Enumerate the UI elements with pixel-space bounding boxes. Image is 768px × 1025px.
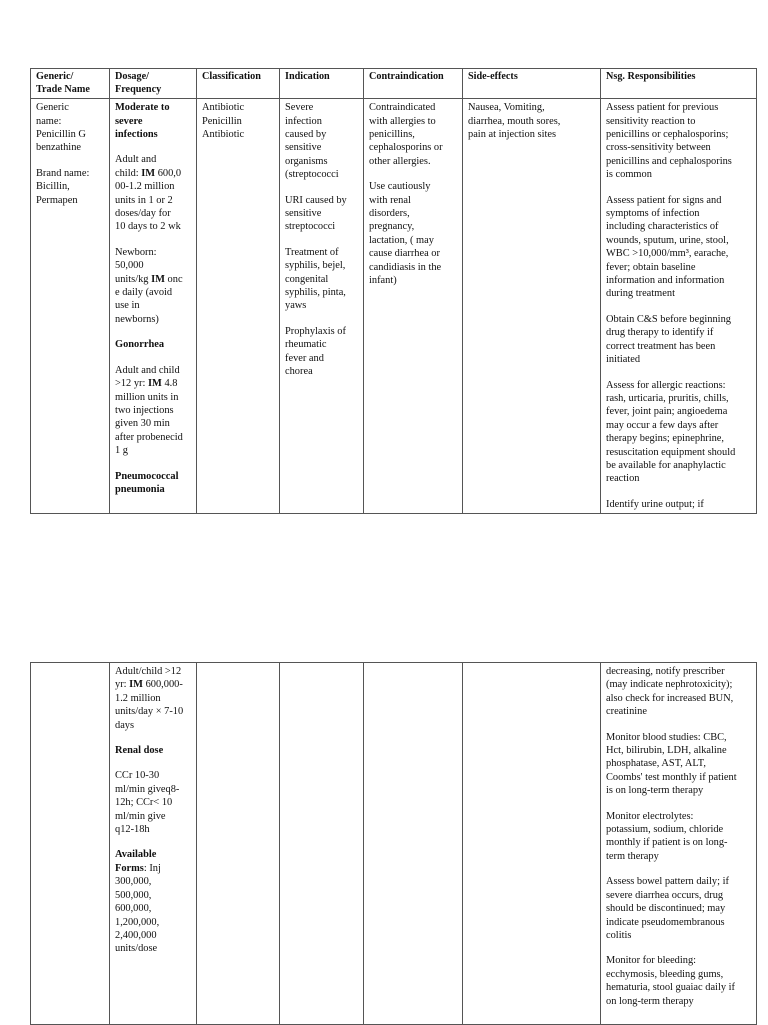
header-generic: Generic/ Trade Name: [31, 69, 110, 99]
cell-paragraph: Monitor blood studies: CBC, Hct, bilirubin, LDH, alkaline phosphatase, AST, ALT, Coombs' test monthly if patient is on long-term therapy: [606, 731, 737, 797]
dosage-cell-continued: [110, 663, 197, 1025]
header-dosage: Dosage/ Frequency: [110, 69, 197, 99]
cell-paragraph: URI caused by sensitive streptococci: [285, 194, 347, 233]
cell-paragraph: Severe infection caused by sensitive organisms (streptococci: [285, 102, 339, 181]
cell-paragraph: Pneumococcal pneumonia: [115, 470, 179, 495]
generic-cell: [31, 99, 110, 514]
cell-paragraph: Renal dose: [115, 745, 164, 757]
text-run: 4.8 million units in two injections given 30 min after probenecid 1 g: [115, 378, 183, 457]
cell-paragraph: Obtain C&S before beginning drug therapy to identify if correct treatment has been initiated: [606, 313, 731, 366]
text-run: Adult/child >12 yr:: [115, 666, 182, 691]
indication-cell: [280, 99, 364, 514]
cell-paragraph: Moderate to severe infections: [115, 102, 170, 140]
cell-paragraph: Monitor electrolytes: potassium, sodium, chloride monthly if patient is on long- term therapy: [606, 810, 728, 862]
text-run: Newborn: 50,000 units/kg: [115, 246, 157, 285]
cell-paragraph: Assess patient for signs and symptoms of infection including characteristics of wounds, sputum, urine, stool, WBC >10,000/mm³, earache, fever; obtain baseline information and information during treatment: [606, 194, 729, 300]
cell-paragraph: CCr 10-30 ml/min giveq8- 12h; CCr< 10 ml/min give q12-18h: [115, 770, 180, 836]
header-indication: Indication: [280, 69, 364, 99]
cell-paragraph: [115, 153, 191, 233]
cell-paragraph: Use cautiously with renal disorders, pregnancy, lactation, ( may cause diarrhea or candidiasis in the infant): [369, 181, 442, 287]
text-run: 600,0 00-1.2 million units in 1 or 2 doses/day for 10 days to 2 wk: [115, 167, 182, 233]
cell-paragraph: Nausea, Vomiting, diarrhea, mouth sores, pain at injection sites: [468, 102, 561, 140]
cell-paragraph: Antibiotic Penicillin Antibiotic: [202, 102, 245, 140]
cell-paragraph: Assess for allergic reactions: rash, urticaria, pruritis, chills, fever, joint pain; angioedema may occur a few days after therapy begins; epinephrine, resuscitation equipment should be available for anaphylactic reaction: [606, 379, 736, 485]
bold-text: IM: [141, 167, 156, 179]
classification-cell: [197, 99, 280, 514]
drug-table-page-2: [30, 662, 757, 1025]
cell-paragraph: Monitor for bleeding: ecchymosis, bleeding gums, hematuria, stool guaiac daily if on long-term therapy: [606, 955, 735, 1007]
cell-paragraph: Identify urine output; if: [606, 498, 704, 510]
text-run: : Inj 300,000, 500,000, 600,000, 1,200,000, 2,400,000 units/dose: [115, 862, 161, 955]
table-row: [31, 99, 757, 514]
responsibilities-cell-continued: [601, 663, 757, 1025]
text-run: Adult and child:: [115, 154, 157, 179]
text-run: onc e daily (avoid use in newborns): [115, 273, 183, 325]
cell-paragraph: Generic name: Penicillin G benzathine: [36, 102, 86, 154]
cell-paragraph: [115, 848, 191, 955]
header-classification: Classification: [197, 69, 280, 99]
cell-paragraph: Prophylaxis of rheumatic fever and chorea: [285, 325, 346, 378]
responsibilities-cell: [601, 99, 757, 514]
contraindication-cell: [364, 99, 463, 514]
bold-text: IM: [151, 273, 165, 285]
cell-paragraph: [115, 246, 191, 326]
cell-paragraph: [115, 364, 191, 458]
contraindication-cell-continued: [364, 663, 463, 1025]
classification-cell-continued: [197, 663, 280, 1025]
cell-paragraph: Assess bowel pattern daily; if severe diarrhea occurs, drug should be discontinued; may indicate pseudomembranous colitis: [606, 876, 729, 941]
text-run: Adult and child >12 yr:: [115, 364, 180, 390]
cell-paragraph: Contraindicated with allergies to penicillins, cephalosporins or other allergies.: [369, 102, 443, 167]
side-effects-cell-continued: [463, 663, 601, 1025]
cell-paragraph: Treatment of syphilis, bejel, congenital syphilis, pinta, yaws: [285, 246, 346, 312]
bold-text: IM: [148, 378, 162, 390]
cell-paragraph: Assess patient for previous sensitivity reaction to penicillins or cephalosporins; cross-sensitivity between penicillins and cephalosporins is common: [606, 102, 732, 181]
header-responsibilities: Nsg. Responsibilities: [601, 69, 757, 99]
generic-cell-continued: [31, 663, 110, 1025]
bold-text: IM: [129, 679, 143, 691]
drug-table-page-1: [30, 68, 757, 514]
header-contraindication: Contraindication: [364, 69, 463, 99]
cell-paragraph: [115, 665, 191, 732]
text-run: 600,000- 1.2 million units/day × 7-10 days: [115, 679, 184, 731]
cell-paragraph: Brand name: Bicillin, Permapen: [36, 167, 90, 206]
dosage-cell: [110, 99, 197, 514]
header-row: [31, 69, 757, 99]
cell-paragraph: Gonorrhea: [115, 339, 165, 351]
bold-text: Available Forms: [115, 849, 157, 874]
header-side-effects: Side-effects: [463, 69, 601, 99]
cell-paragraph: decreasing, notify prescriber (may indicate nephrotoxicity); also check for increased BUN, creatinine: [606, 666, 734, 718]
indication-cell-continued: [280, 663, 364, 1025]
table-row: [31, 663, 757, 1025]
side-effects-cell: [463, 99, 601, 514]
